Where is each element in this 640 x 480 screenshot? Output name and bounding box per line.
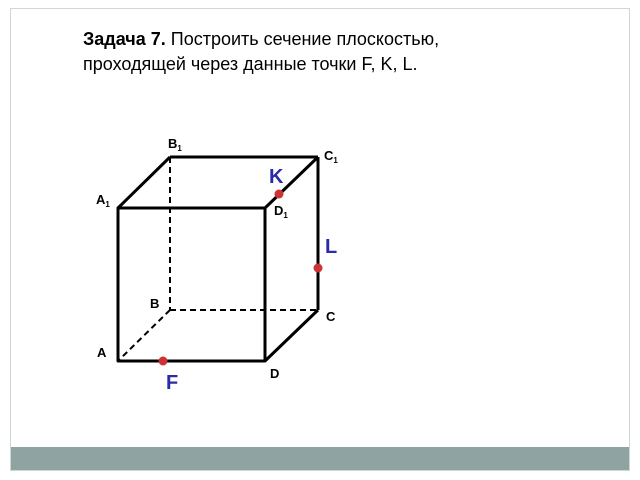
point-label-F: F: [166, 372, 179, 394]
vertex-label-D1: $D_1$: [274, 203, 288, 220]
point-F: [159, 357, 168, 366]
vertex-label-C1: $C_1$: [324, 148, 338, 165]
task-line-1: Построить сечение плоскостью,: [170, 29, 440, 49]
vertex-label-A1: $A_1$: [96, 192, 110, 209]
point-label-K: K: [269, 166, 284, 188]
visible-edges: [118, 157, 318, 361]
vertex-label-B1: $B_1$: [168, 136, 182, 153]
vertex-label-B: B: [150, 296, 160, 311]
task-line-2: проходящей через данные точки F, K, L.: [83, 54, 418, 74]
vertex-label-D: D: [270, 366, 280, 381]
point-K: [275, 190, 284, 199]
vertex-label-A: A: [97, 345, 107, 360]
task-number: Задача 7.: [83, 29, 166, 49]
edge-BA: [118, 310, 170, 361]
point-L: [314, 264, 323, 273]
point-label-L: L: [325, 236, 338, 258]
edge-CD: [265, 310, 318, 361]
vertex-label-C: C: [326, 309, 336, 324]
edge-A1B1: [118, 157, 170, 208]
